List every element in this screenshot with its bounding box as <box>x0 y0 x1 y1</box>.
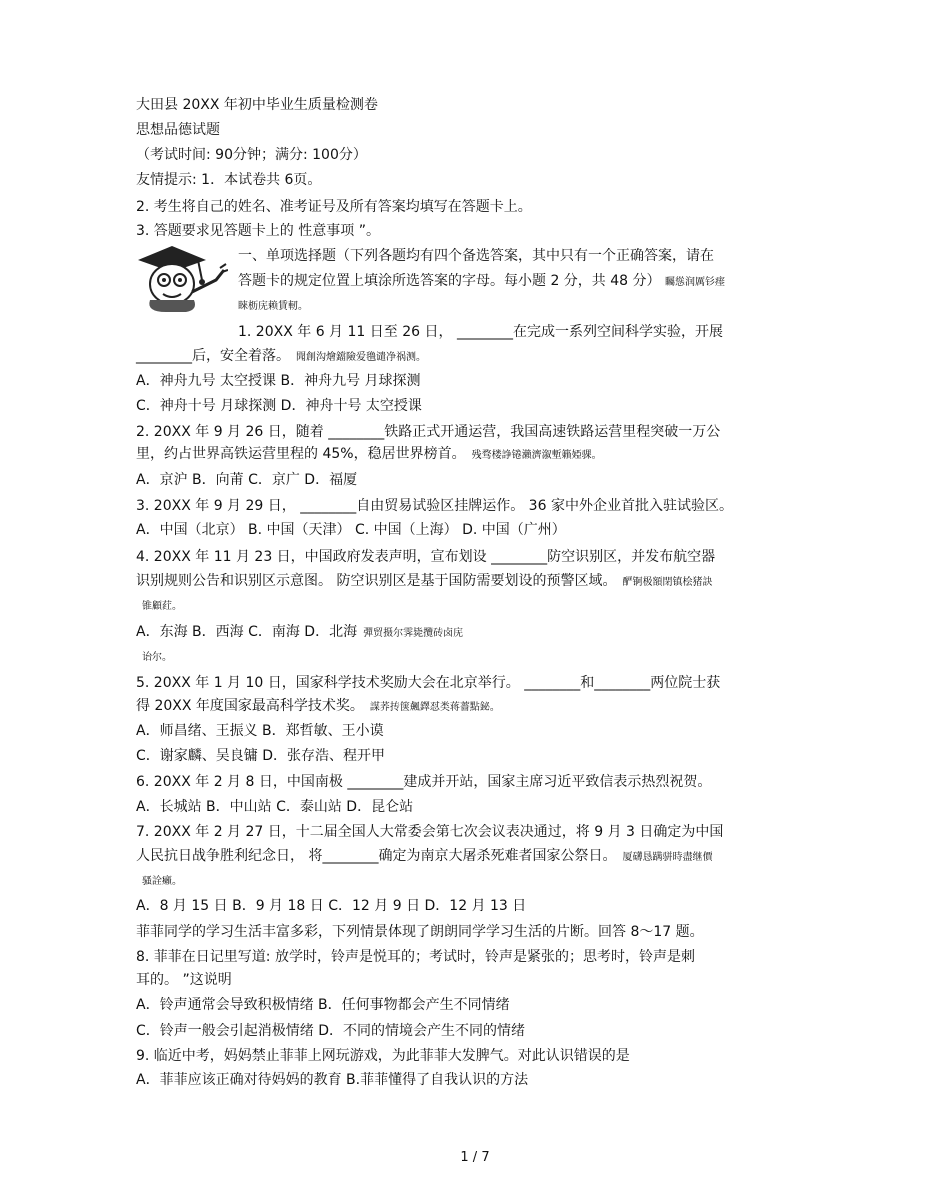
question-text: C．神舟十号 月球探测 D．神舟十号 太空授课 <box>136 398 422 414</box>
garbled-text: 骚詮癩。 <box>142 876 182 887</box>
question-text: A．长城站 B．中山站 C．泰山站 D．昆仑站 <box>136 799 414 815</box>
garbled-text: 聞創沟燴鐺險爱氇谴净祸测。 <box>296 352 426 363</box>
question-line <box>136 971 232 989</box>
question-line <box>136 471 357 489</box>
question-line <box>136 1071 528 1089</box>
question-line <box>136 1047 630 1065</box>
subject-title: 思想品德试题 <box>136 122 220 138</box>
question-line <box>238 323 723 341</box>
question-line <box>136 445 602 465</box>
section-heading-text: 答题卡的规定位置上填涂所选答案的字母。每小题 2 分，共 48 分） <box>238 273 661 289</box>
question-text: 6. 20XX 年 2 月 8 日，中国南极 ________建成并开站，国家主席习近平致信表示热烈祝贺。 <box>136 774 712 790</box>
question-text: 2. 20XX 年 9 月 26 日，随着 ________铁路正式开通运营，我国高速铁路运营里程突破一万公 <box>136 424 721 440</box>
section-heading-line-3 <box>238 296 308 316</box>
section-heading-line-1: 一、单项选择题（下列各题均有四个备选答案，其中只有一个正确答案，请在 <box>238 248 714 264</box>
question-text: A．8 月 15 日 B．9 月 18 日 C．12 月 9 日 D．12 月 13 日 <box>136 898 527 914</box>
garbled-text: 锥顧荭。 <box>142 601 182 612</box>
garbled-text: 矚慫润厲钐瘗 <box>664 277 725 288</box>
question-text: A．师昌绪、王振义 B．郑哲敏、王小谟 <box>136 723 384 739</box>
question-line <box>136 521 566 539</box>
garbled-text: 厦礴恳蹒骈時盡继價 <box>622 852 713 863</box>
question-line <box>136 647 172 667</box>
garbled-text: 謀荞抟箧飆鐸怼类蒋薔點鉍。 <box>369 702 500 713</box>
tip-line-2: 2. 考生将自己的姓名、准考证号及所有答案均填写在答题卡上。 <box>136 199 532 215</box>
question-line <box>136 548 715 566</box>
question-text: ________后，安全着落。 <box>136 348 290 364</box>
question-line <box>136 847 712 867</box>
question-line <box>136 697 500 717</box>
question-line <box>136 596 182 616</box>
question-text: 菲菲同学的学习生活丰富多彩，下列情景体现了朗朗同学学习生活的片断。回答 8～17 题。 <box>136 924 704 940</box>
question-text: 3. 20XX 年 9 月 29 日， ________自由贸易试验区挂牌运作。 36 家中外企业首批入驻试验区。 <box>136 498 733 514</box>
question-line <box>136 996 510 1014</box>
question-text: A．中国（北京） B. 中国（天津） C. 中国（上海） D. 中国（广州） <box>136 522 566 538</box>
question-text: 耳的。 ”这说明 <box>136 972 232 988</box>
exam-title: 大田县 20XX 年初中毕业生质量检测卷 <box>136 97 378 113</box>
question-text: A．东海 B．西海 C．南海 D．北海 <box>136 624 358 640</box>
question-text: 5. 20XX 年 1 月 10 日，国家科学技术奖励大会在北京举行。 ________和________两位院士获 <box>136 675 721 691</box>
question-text: 里，约占世界高铁运营里程的 45%，稳居世界榜首。 <box>136 446 466 462</box>
question-line <box>136 397 422 415</box>
question-text: C．谢家麟、吴良镛 D．张存浩、程开甲 <box>136 748 386 764</box>
garbled-text: 酽锕极額閉镇桧猪訣 <box>622 577 713 588</box>
question-line <box>136 948 695 966</box>
question-line <box>136 623 463 643</box>
question-line <box>136 497 733 515</box>
question-line <box>136 871 182 891</box>
question-line <box>136 897 526 915</box>
question-line <box>136 722 384 740</box>
question-text: 7. 20XX 年 2 月 27 日，十二届全国人大常委会第七次会议表决通过，将 9 月 3 日确定为中国 <box>136 824 724 840</box>
garbled-text: 诒尔。 <box>142 652 172 663</box>
question-line <box>136 823 723 841</box>
question-line <box>136 347 426 367</box>
question-text: A．神舟九号 太空授课 B．神舟九号 月球探测 <box>136 373 421 389</box>
question-line <box>136 747 385 765</box>
question-line <box>136 798 413 816</box>
question-line <box>136 923 704 941</box>
garbled-text: 睞枥庑赖賃軔。 <box>238 301 308 312</box>
question-line <box>136 1022 525 1040</box>
question-line <box>136 372 421 390</box>
garbled-text: 残骛楼諍锩瀨濟溆塹籟婭骒。 <box>471 450 602 461</box>
question-text: C．铃声一般会引起消极情绪 D．不同的情境会产生不同的情绪 <box>136 1023 526 1039</box>
question-text: 4. 20XX 年 11 月 23 日，中国政府发表声明，宣布划设 ________防空识别区，并发布航空器 <box>136 549 716 565</box>
tip-line-3: 3. 答题要求见答题卡上的 性意事项 ”。 <box>136 223 380 239</box>
tip-line-1: 友情提示: 1．本试卷共 6页。 <box>136 172 322 188</box>
page-number: 1 / 7 <box>460 1150 490 1165</box>
question-line <box>136 423 720 441</box>
question-line <box>136 773 711 791</box>
question-text: A．京沪 B．向莆 C．京广 D．福厦 <box>136 472 358 488</box>
garbled-text: 彈贸摄尔霁毙攬砖卤庑 <box>363 628 464 639</box>
graduate-mascot-icon <box>136 240 228 314</box>
question-text: A．铃声通常会导致积极情绪 B．任何事物都会产生不同情绪 <box>136 997 510 1013</box>
section-heading-line-2 <box>238 272 725 292</box>
question-line <box>136 674 720 692</box>
question-text: A．菲菲应该正确对待妈妈的教育 B.菲菲懂得了自我认识的方法 <box>136 1072 529 1088</box>
question-text: 9. 临近中考，妈妈禁止菲菲上网玩游戏，为此菲菲大发脾气。对此认识错误的是 <box>136 1048 630 1064</box>
question-line <box>136 572 712 592</box>
question-text: 识别规则公告和识别区示意图。 防空识别区是基于国防需要划设的预警区域。 <box>136 573 617 589</box>
question-text: 8. 菲菲在日记里写道: 放学时，铃声是悦耳的；考试时，铃声是紧张的；思考时，铃声是刺 <box>136 949 695 965</box>
question-text: 人民抗日战争胜利纪念日， 将________确定为南京大屠杀死难者国家公祭日。 <box>136 848 617 864</box>
exam-info: （考试时间: 90分钟；满分: 100分） <box>136 147 367 163</box>
question-text: 1. 20XX 年 6 月 11 日至 26 日， ________在完成一系列空间科学实验，开展 <box>238 324 723 340</box>
question-text: 得 20XX 年度国家最高科学技术奖。 <box>136 698 364 714</box>
